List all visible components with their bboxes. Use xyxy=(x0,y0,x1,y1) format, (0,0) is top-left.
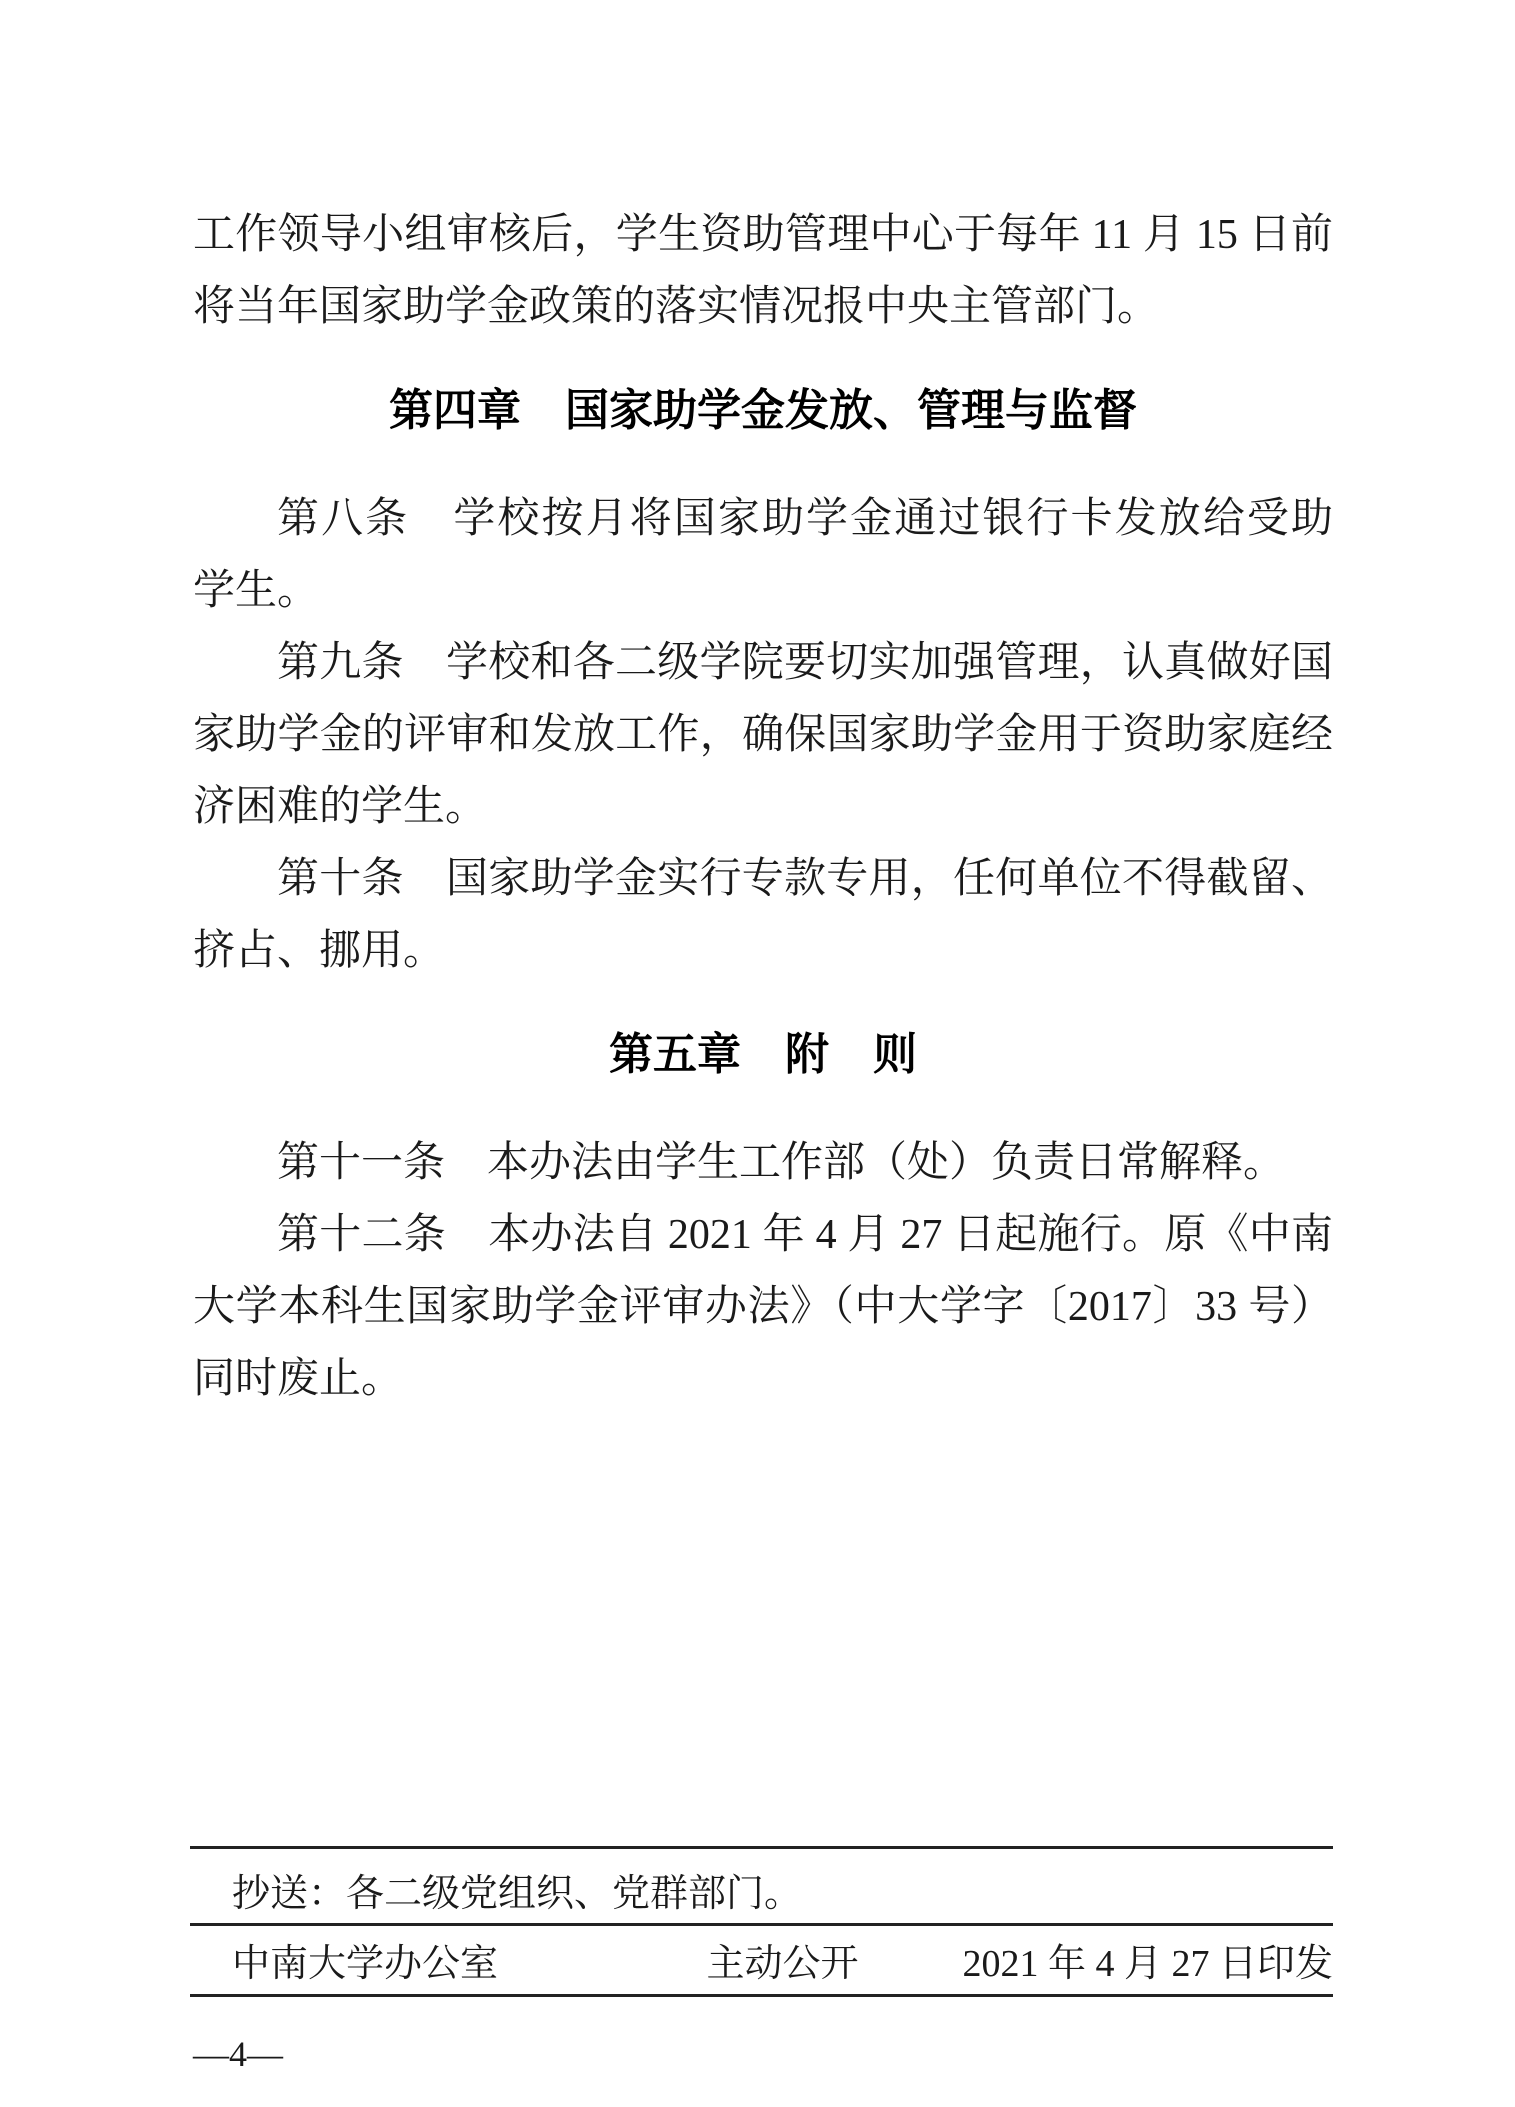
print-date: 2021 年 4 月 27 日印发 xyxy=(962,1943,1334,1985)
body-line: 学生。 xyxy=(193,568,320,614)
body-line: 第十条 国家助学金实行专款专用，任何单位不得截留、 xyxy=(277,856,1333,902)
body-line: 同时废止。 xyxy=(193,1356,404,1402)
paragraph xyxy=(193,843,1333,987)
issuer-row xyxy=(190,1934,1333,1994)
paragraph xyxy=(193,1127,1333,1199)
paragraph xyxy=(193,483,1333,627)
footer-separator-bottom xyxy=(190,1994,1333,1997)
page-number: —4— xyxy=(193,2034,283,2074)
body-line: 将当年国家助学金政策的落实情况报中央主管部门。 xyxy=(193,284,1160,330)
issuer-office: 中南大学办公室 xyxy=(232,1943,499,1985)
document-body xyxy=(193,199,1333,1415)
footer-separator-middle xyxy=(190,1923,1333,1926)
cc-line: 抄送：各二级党组织、党群部门。 xyxy=(232,1873,803,1915)
body-line: 大学本科生国家助学金评审办法》（中大学字〔2017〕33 号） xyxy=(193,1284,1333,1330)
chapter-heading: 第四章 国家助学金发放、管理与监督 xyxy=(389,386,1137,435)
paragraph xyxy=(193,627,1333,843)
paragraph xyxy=(193,199,1333,343)
footer-separator-top xyxy=(190,1846,1333,1849)
paragraph xyxy=(193,1199,1333,1415)
body-line: 第九条 学校和各二级学院要切实加强管理，认真做好国 xyxy=(277,640,1333,686)
body-line: 第八条 学校按月将国家助学金通过银行卡发放给受助 xyxy=(277,496,1333,542)
body-line: 家助学金的评审和发放工作，确保国家助学金用于资助家庭经 xyxy=(193,712,1333,758)
body-line: 挤占、挪用。 xyxy=(193,928,446,974)
body-line: 济困难的学生。 xyxy=(193,784,488,830)
body-line: 第十二条 本办法自 2021 年 4 月 27 日起施行。原《中南 xyxy=(277,1212,1333,1258)
chapter-heading: 第五章 附 则 xyxy=(609,1030,917,1079)
disclosure-label: 主动公开 xyxy=(706,1943,859,1985)
body-line: 工作领导小组审核后，学生资助管理中心于每年 11 月 15 日前 xyxy=(193,212,1333,258)
body-line: 第十一条 本办法由学生工作部（处）负责日常解释。 xyxy=(277,1140,1286,1186)
